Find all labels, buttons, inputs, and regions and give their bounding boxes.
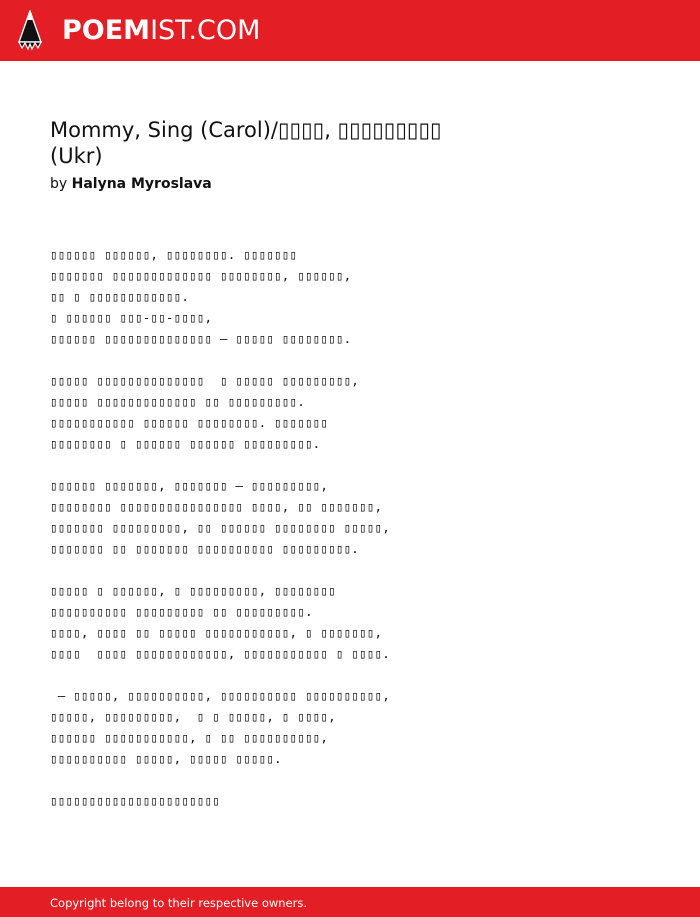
- poem-line: ▯▯▯▯▯▯▯▯ ▯▯▯▯▯▯▯▯▯▯▯▯▯▯▯▯ ▯▯▯▯, ▯▯ ▯▯▯▯▯▯▯,: [50, 499, 383, 514]
- author-name: Halyna Myroslava: [71, 176, 212, 192]
- poem-line: ▯▯▯▯▯▯▯▯▯▯ ▯▯▯▯▯, ▯▯▯▯▯ ▯▯▯▯▯.: [50, 751, 282, 766]
- poem-line: ▯▯▯▯ ▯▯▯▯ ▯▯▯▯▯▯▯▯▯▯▯▯, ▯▯▯▯▯▯▯▯▯▯▯ ▯ ▯▯▯▯.: [50, 646, 390, 661]
- poem-line: ▯▯▯▯▯▯ ▯▯▯▯▯▯▯, ▯▯▯▯▯▯▯ – ▯▯▯▯▯▯▯▯▯,: [50, 478, 329, 493]
- poem-line: ▯▯▯▯, ▯▯▯▯ ▯▯ ▯▯▯▯▯ ▯▯▯▯▯▯▯▯▯▯▯, ▯ ▯▯▯▯▯▯▯,: [50, 625, 383, 640]
- poem-line: ▯▯▯▯▯ ▯ ▯▯▯▯▯▯, ▯ ▯▯▯▯▯▯▯▯▯, ▯▯▯▯▯▯▯▯: [50, 583, 336, 598]
- logo-light-text: IST.COM: [150, 15, 261, 46]
- site-logo[interactable]: [62, 13, 260, 49]
- stanza: [50, 244, 650, 349]
- stanza: [50, 790, 650, 811]
- poem-line: ▯▯▯▯▯▯▯▯▯▯▯▯▯▯▯▯▯▯▯▯▯▯: [50, 793, 220, 808]
- by-label: by: [50, 176, 68, 192]
- pencil-tip-icon[interactable]: [18, 10, 42, 52]
- poem-line: ▯▯▯▯▯▯▯▯ ▯ ▯▯▯▯▯▯ ▯▯▯▯▯▯ ▯▯▯▯▯▯▯▯▯.: [50, 436, 321, 451]
- stanza: [50, 475, 650, 559]
- poem-line: ▯▯▯▯▯▯▯▯▯▯▯ ▯▯▯▯▯▯ ▯▯▯▯▯▯▯▯. ▯▯▯▯▯▯▯: [50, 415, 329, 430]
- poem-line: ▯▯▯▯▯, ▯▯▯▯▯▯▯▯▯, ▯ ▯ ▯▯▯▯▯, ▯ ▯▯▯▯,: [50, 709, 336, 724]
- poem-line: ▯ ▯▯▯▯▯▯ ▯▯▯-▯▯-▯▯▯▯,: [50, 310, 213, 325]
- poem-title: Mommy, Sing (Carol)/▯▯▯▯, ▯▯▯▯▯▯▯▯▯ (Ukr): [50, 118, 442, 168]
- poem-line: ▯▯▯▯▯ ▯▯▯▯▯▯▯▯▯▯▯▯▯ ▯▯ ▯▯▯▯▯▯▯▯▯.: [50, 394, 305, 409]
- poem-line: ▯▯▯▯▯▯ ▯▯▯▯▯▯▯▯▯▯▯, ▯ ▯▯ ▯▯▯▯▯▯▯▯▯▯,: [50, 730, 329, 745]
- poem-line: ▯▯▯▯▯▯▯ ▯▯ ▯▯▯▯▯▯▯ ▯▯▯▯▯▯▯▯▯▯ ▯▯▯▯▯▯▯▯▯.: [50, 541, 360, 556]
- poem-line: ▯▯▯▯▯▯▯▯▯▯ ▯▯▯▯▯▯▯▯▯ ▯▯ ▯▯▯▯▯▯▯▯▯.: [50, 604, 313, 619]
- poem-line: ▯▯▯▯▯▯ ▯▯▯▯▯▯, ▯▯▯▯▯▯▯▯. ▯▯▯▯▯▯▯: [50, 247, 298, 262]
- poem-body: [50, 244, 650, 832]
- logo-bold-text: POEM: [62, 15, 151, 46]
- stanza: [50, 580, 650, 664]
- poem-line: – ▯▯▯▯▯, ▯▯▯▯▯▯▯▯▯▯, ▯▯▯▯▯▯▯▯▯▯ ▯▯▯▯▯▯▯▯▯▯,: [50, 688, 390, 703]
- byline: [50, 174, 212, 194]
- copyright-text: Copyright belong to their respective owners.: [50, 896, 308, 910]
- poem-line: ▯▯▯▯▯▯▯ ▯▯▯▯▯▯▯▯▯, ▯▯ ▯▯▯▯▯▯ ▯▯▯▯▯▯▯▯ ▯▯▯▯▯,: [50, 520, 390, 535]
- site-header: [0, 0, 700, 61]
- poem-line: ▯▯▯▯▯▯ ▯▯▯▯▯▯▯▯▯▯▯▯▯▯ – ▯▯▯▯▯ ▯▯▯▯▯▯▯▯.: [50, 331, 352, 346]
- site-footer: [0, 887, 700, 917]
- poem-line: ▯▯▯▯▯ ▯▯▯▯▯▯▯▯▯▯▯▯▯▯ ▯ ▯▯▯▯▯ ▯▯▯▯▯▯▯▯▯,: [50, 373, 360, 388]
- poem-line: ▯▯ ▯ ▯▯▯▯▯▯▯▯▯▯▯▯.: [50, 289, 190, 304]
- poem-line: ▯▯▯▯▯▯▯ ▯▯▯▯▯▯▯▯▯▯▯▯▯ ▯▯▯▯▯▯▯▯, ▯▯▯▯▯▯,: [50, 268, 352, 283]
- stanza: [50, 685, 650, 769]
- stanza: [50, 370, 650, 454]
